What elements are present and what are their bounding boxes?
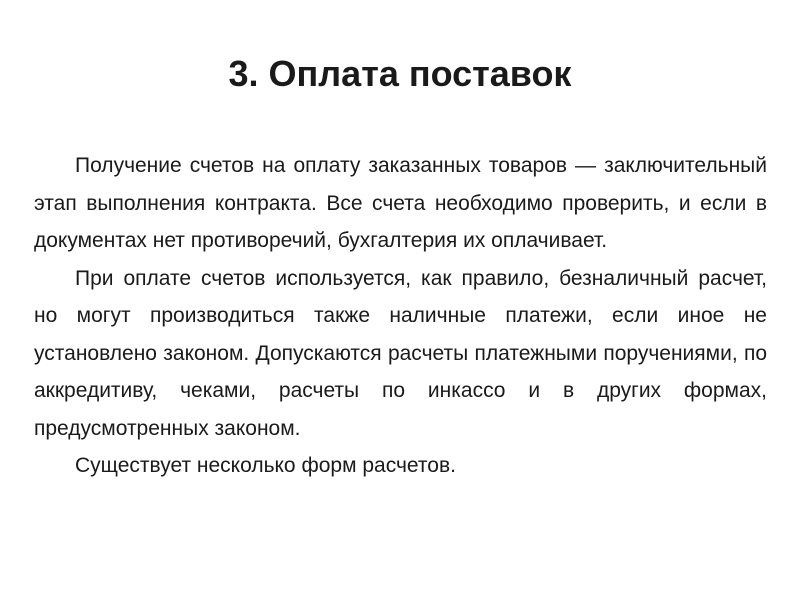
paragraph-1: Получение счетов на оплату заказанных товаров — заключительный этап выполнения контракта. Все счета необходимо проверить, и если в документах нет противоречий, бухгалтерия их оплачивает. (34, 154, 767, 252)
slide-body (34, 147, 767, 485)
slide-title: 3. Оплата поставок (228, 53, 572, 94)
paragraph-3: Существует несколько форм расчетов. (75, 454, 456, 477)
paragraph-2: При оплате счетов используется, как правило, безналичный расчет, но могут производиться также наличные платежи, если иное не установлено законом. Допускаются расчеты платежными поручениями, по аккредитиву, чеками, расчеты по инкассо и в других формах, предусмотренных законом. (34, 266, 767, 440)
